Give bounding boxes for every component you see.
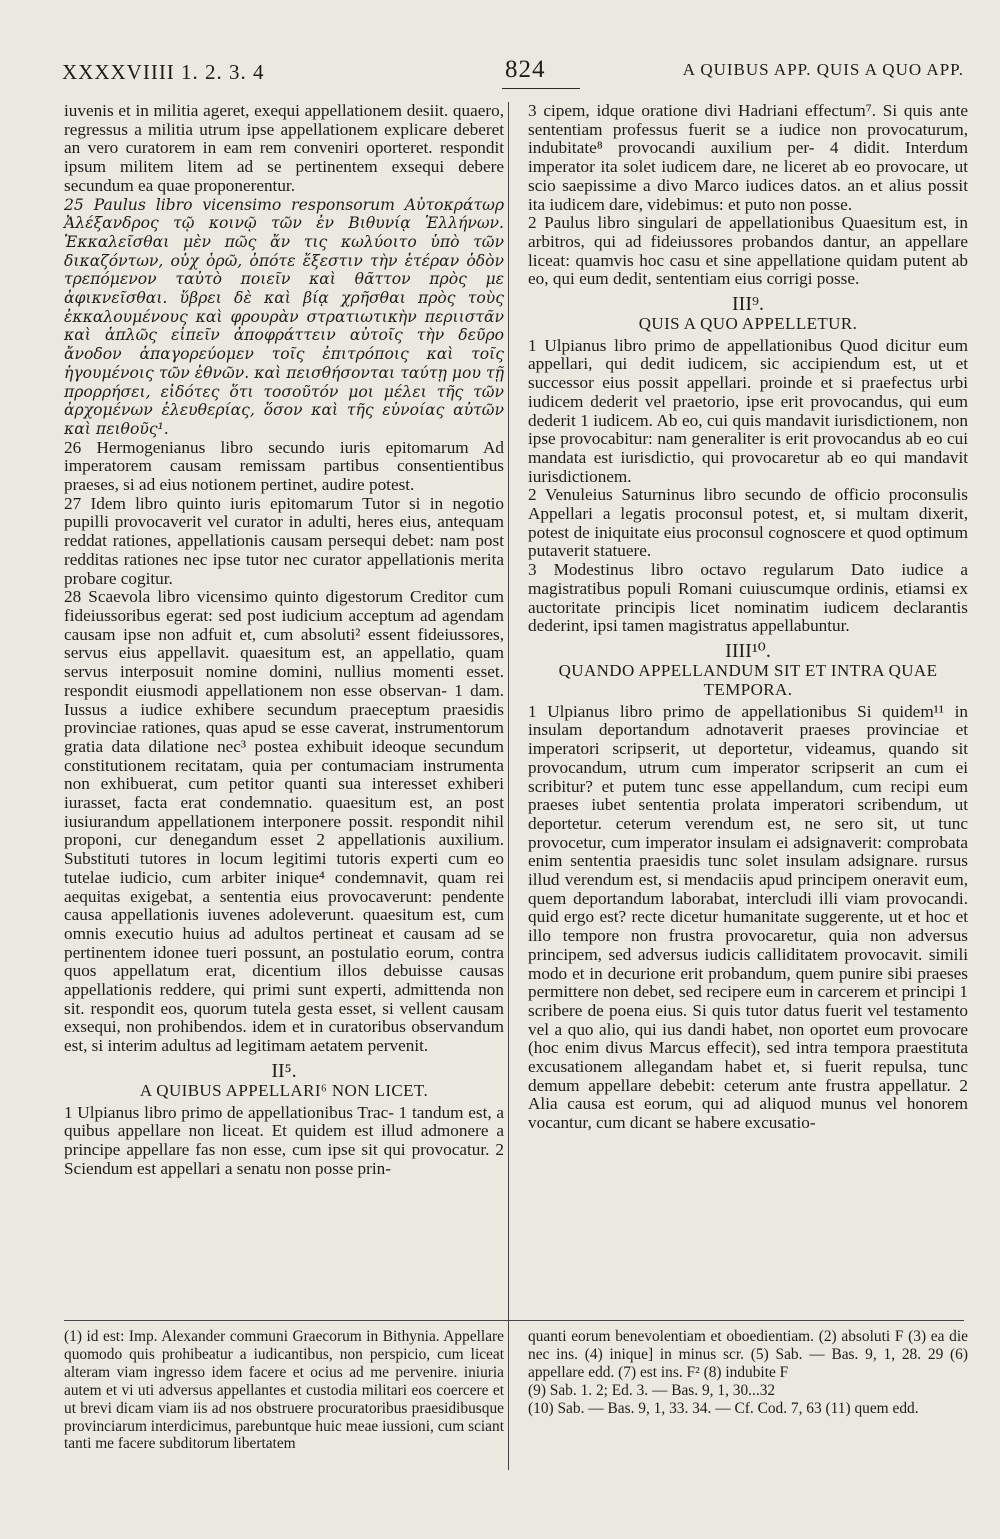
paragraph-1-ulpianus-deportandum: 1 Ulpianus libro primo de appellationibus Si quidem¹¹ in insulam deportandum adnotaverit praeses provinciae et imperatori scripserit, ut deportetur, videamus, quando sit provocandum, utrum cum imperator scripserit an cum ei scribitur? et putem tunc esse appellandum, cum recipi eum praeses iubet sententia prolata imperatori scribendum, ut deportetur. ceterum verendum est, ne sero sit, ut tunc provocetur, cum imperator insulam ei adsignaverit: comprobata enim sententia praesidis tunc solet insulam adsignare. rursus illud verendum est, si mendaciis apud principem oneravit eum, quem deportandum laborabat, intercludi illi viam provocandi. quid ergo est? recte dicetur humanitate suggerente, ut et hoc et illo tempore non frustra provocaretur, quia non adversus principem, sed adversus iudicis calliditatem provocavit. simili modo et in decurione erit probandum, quem punire sibi praeses permittere non debet, sed recipere eum in carcerem et principi 1 scribere de poena eius. Si quis tutor datus fuerit vel testamento vel a quo alio, qui ius dandi habet, non oportet eum provocare (hoc enim divus Marcus effecit), sed intra tempora praestituta excusationem allegandam habet et, si fuerit repulsa, tunc demum appellare debebit: ceterum ante frustra appellatur. 2 Alia causa est eorum, qui ad aliquod munus vel honorem vocantur, cum dicant se habere excusatio- bbox=[528, 701, 968, 1133]
paragraph-1-ulpianus: 1 Ulpianus libro primo de appellationibus Quod dicitur eum appellari, qui dedit iudicem, sic accipiendum est, ut et successor eius possit appellari. proinde et si praefectus urbi iudicem dederit vel praetorio, ipse erit provocandus, qui eum dederit 1 iudicem. Ab eo, cui quis mandavit iurisdictionem, non ipse provocabitur: nam generaliter is erit provocandus ab eo cui mandata est iurisdictio, qui provocaretur ab eo qui mandavit iurisdictionem. bbox=[528, 335, 968, 486]
section-4-number: IIII¹⁰. bbox=[725, 639, 771, 662]
section-3-title: QUIS A QUO APPELLETUR. bbox=[638, 313, 858, 333]
paragraph-2-venuleius: 2 Venuleius Saturninus libro secundo de officio proconsulis Appellari a legatis proconsul potest, et, si multam dixerit, potest de iniquitate eius proconsul cognoscere et quod optimum putaverit statuere. bbox=[528, 485, 968, 561]
footnote-1: (1) id est: Imp. Alexander communi Graecorum in Bithynia. Appellare quomodo quis prohibeatur a iudicantibus, non perspicio, cum liceat alteram viam ingresso idem facere et ocius ad me pervenire. iniuria autem et vi uti adversus appellantes et custodia militari eos coercere et ut brevi dicam viam iis ad nos obstruere procuratoribus praesidibusque provinciarum interdicimus, parebuntque huic meae iussioni, cum sciant tanti me facere subditorum libertatem bbox=[64, 1328, 504, 1453]
page-number-rule bbox=[502, 88, 580, 89]
column-divider bbox=[508, 102, 509, 1470]
running-header bbox=[62, 56, 964, 92]
paragraph-3-modestinus: 3 Modestinus libro octavo regularum Dato iudice a magistratibus populi Romani cuiuscumque ordinis, etiamsi ex auctoritate principis licet nominatim iudicem declarantis dederint, ipsi tamen magistratus appellabuntur. bbox=[528, 560, 968, 636]
footnote-line: (9) Sab. 1. 2; Ed. 3. — Bas. 9, 1, 30...32 bbox=[528, 1381, 776, 1399]
footnotes-right bbox=[528, 1328, 968, 1418]
header-book-reference: XXXXVIIII 1. 2. 3. 4 bbox=[62, 60, 265, 84]
left-column bbox=[64, 102, 504, 1178]
paragraph-ulpianus-tractandum: 1 Ulpianus libro primo de appellationibus Trac- 1 tandum est, a quibus appellare non liceat. Et quidem est illud admonere a principe appellare fas non esse, cum ipse sit qui provocatur. 2 Sciendum est appellari a senatu non posse prin- bbox=[64, 1102, 504, 1178]
header-title-reference: A QUIBUS APP. QUIS A QUO APP. bbox=[682, 60, 964, 79]
paragraph-principem-continuation: 3 cipem, idque oratione divi Hadriani effectum⁷. Si quis ante sententiam professus fuerit se a iudice non provocaturum, indubitate⁸ provocandi auxilium per- 4 didit. Interdum imperator ita solet iudicem dare, ne liceret ab eo provocare, ut scio saepissime a divo Marco iudices datos. an et alius possit ita iudicem dare, videbimus: et puto non posse. bbox=[528, 101, 968, 214]
paragraph-28-scaevola: 28 Scaevola libro vicensimo quinto digestorum Creditor cum fideiussoribus egerat: sed post iudicium acceptum ad agendam causam ipse non adfuit et, cum absoluti² essent fideiussores, servus eius appellavit. quaesitum est, an appellatio, quam servus interposuit nomine domini, nullius momenti esset. respondit eiusmodi appellationem non esse observan- 1 dam. Iussus a iudice exhibere secundum praeceptum praesidis provinciae rationes, quas apud se esse caverat, instrumentorum gratia data dilatione nec³ postea exhibuit ideoque secundum constitutionem recitatam, quia per contumaciam instrumenta non exhibuerat, cum petitor quanti sua interesset exhiberi iurasset, facta erat condemnatio. quaesitum est, an post iusiurandum appellationem interponere possit. respondit nihil proponi, cur denegandum esset 2 appellationis auxilium. Substituti tutores in locum legitimi tutoris experti cum eo tutelae iudicio, cum arbiter inique⁴ condemnavit, quam rei aequitas exigebat, a sententia eius provocaverunt: pendente causa appellationis iuvenes adoleverunt. quaesitum est, cum omnis executio huius ad adultos pertineat et causam ad se pertinentem idonee tueri possunt, an postulatio eorum, contra quos appellatum erat, dicentium illos debuisse causas appellationis reddere, qui primi sunt experti, admittenda non sit. respondit eos, quorum tutela gesta esset, si vellent causam exsequi, non prohibendos. idem et in curatoribus observandum est, si interim adultus ad legitimam aetatem pervenit. bbox=[64, 587, 504, 1056]
footnote-line: (10) Sab. — Bas. 9, 1, 33. 34. — Cf. Cod. 7, 63 (11) quem edd. bbox=[528, 1399, 919, 1417]
paragraph-continuation: iuvenis et in militia ageret, exequi appellationem desiit. quaero, regressus a militia utrum ipse appellationem explicare deberet an vero curatorem in eam rem conveniri oporteret. respondit ipsum militem litem ad se pertinentem exsequi debere secundum ea quae proponerentur. bbox=[64, 101, 504, 195]
section-2-title: A QUIBUS APPELLARI⁶ NON LICET. bbox=[139, 1080, 429, 1100]
paragraph-25-paulus-greek: 25 Paulus libro vicensimo responsorum Αὐτοκράτωρ Ἀλέξανδρος τῷ κοινῷ τῶν ἐν Βιθυνίᾳ Ἑλλήνων. Ἐκκαλεῖσθαι μὲν πῶς ἄν τις κωλύοιτο ὑπὸ τῶν δικαζόντων, οὐχ ὁρῶ, ὁπότε ἔξεστιν τὴν ἑτέραν ὁδὸν τρεπόμενον ταὐτὸ ποιεῖν καὶ θᾶττον πρὸς με ἀφικνεῖσθαι. ὕβρει δὲ καὶ βίᾳ χρῆσθαι πρὸς τοὺς ἐκκαλουμένους καὶ φρουρὰν στρατιωτικὴν περιιστᾶν καὶ ἁπλῶς εἰπεῖν ἀποφράττειν αὐτοῖς τὴν δεῦρο ἄνοδον ἀπαγορεύομεν τοῖς ἐπιτρόποις καὶ τοῖς ἡγουμένοις τῶν ἐθνῶν. καὶ πεισθήσονται ταύτῃ μου τῇ προρρήσει, εἰδότες ὅτι τοσοῦτόν μοι μέλει τῆς τῶν ἀρχομένων ἐλευθερίας, ὅσον καὶ τῆς εὐνοίας αὐτῶν καὶ πειθοῦς¹. bbox=[64, 195, 504, 438]
section-3-number: III⁹. bbox=[732, 293, 764, 316]
section-4-title: QUANDO APPELLANDUM SIT ET INTRA QUAE TEMPORA. bbox=[558, 660, 938, 699]
section-2-number: II⁵. bbox=[271, 1059, 297, 1082]
page-number: 824 bbox=[505, 56, 546, 83]
paragraph-26-hermogenianus: 26 Hermogenianus libro secundo iuris epitomarum Ad imperatorem causam remissam partibus consentientibus praeses, si ad eius notionem pertinet, audire potest. bbox=[64, 437, 504, 495]
footnote-line: quanti eorum benevolentiam et oboedientiam. (2) absoluti F (3) ea die nec ins. (4) inique] in minus scr. (5) Sab. — Bas. 9, 1, 28. 29 (6) appellare edd. (7) est ins. F² (8) indubite F bbox=[528, 1328, 968, 1381]
paragraph-27-idem: 27 Idem libro quinto iuris epitomarum Tutor si in negotio pupilli provocaverit vel curator in adulti, heres eius, antequam reddat rationes, appellationis causam persequi debet: nam post redditas rationes nec ipse tutor nec curator appellationis merita probare cogitur. bbox=[64, 493, 504, 588]
footnote-rule bbox=[64, 1320, 964, 1321]
paragraph-2-paulus: 2 Paulus libro singulari de appellationibus Quaesitum est, in arbitros, qui ad fideiussores probandos dantur, an appellare liceat: quamvis hoc casu et sine appellatione quidam putent ab eo, qui eum dedit, sententiam eius corrigi posse. bbox=[528, 213, 968, 289]
footnotes-left bbox=[64, 1328, 504, 1453]
right-column bbox=[528, 102, 968, 1133]
